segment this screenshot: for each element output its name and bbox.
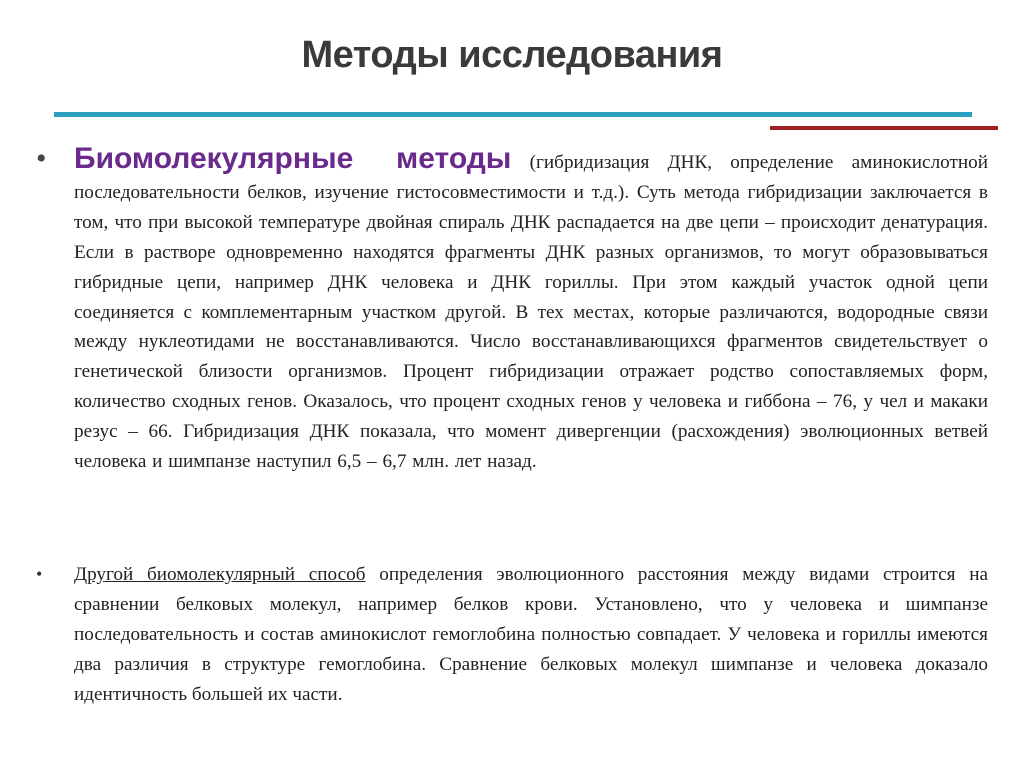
slide-title: Методы исследования [301, 34, 723, 76]
bullet-dot-icon: • [36, 142, 47, 175]
bullet-lead-underlined: Другой биомолекулярный способ [74, 564, 366, 585]
bullet-paragraph [74, 144, 988, 477]
bullet-lead-heading: Биомолекулярные методы [74, 142, 512, 175]
bullet-dot-icon: • [36, 564, 43, 584]
bullet-body-text: (гибридизация ДНК, определение аминокислотной последовательности белков, изучение гистосовместимости и т.д.). Суть метода гибридизации заключается в том, что при высокой температуре двойная спираль ДНК распадается на две цепи – происходит денатурация. Если в растворе одновременно находятся фрагменты ДНК разных организмов, то могут образовываться гибридные цепи, например ДНК человека и ДНК гориллы. При этом каждый участок одной цепи соединяется с комплементарным участком другой. В тех местах, которые различаются, водородные связи между нуклеотидами не восстанавливаются. Число восстанавливающихся фрагментов свидетельствует о генетической близости организмов. Процент гибридизации отражает родство сопоставляемых форм, количество сходных генов. Оказалось, что процент сходных генов у человека и гиббона – 76, у чел и макаки резус – 66. Гибридизация ДНК показала, что момент дивергенции (расхождения) эволюционных ветвей человека и шимпанзе наступил 6,5 – 6,7 млн. лет назад. [74, 152, 988, 473]
title-underline-blue [54, 112, 972, 117]
bullet-item-biomolecular-methods [36, 144, 988, 477]
bullet-paragraph [74, 560, 988, 710]
title-underline-red [770, 126, 998, 130]
bullet-body-text: определения эволюционного расстояния между видами строится на сравнении белковых молекул, например белков крови. Установлено, что у человека и шимпанзе последовательность и состав аминокислот гемоглобина полностью совпадает. У человека и гориллы имеются два различия в структуре гемоглобина. Сравнение белковых молекул шимпанзе и человека доказало идентичность большей их части. [74, 564, 988, 705]
bullet-item-other-method [36, 560, 988, 710]
